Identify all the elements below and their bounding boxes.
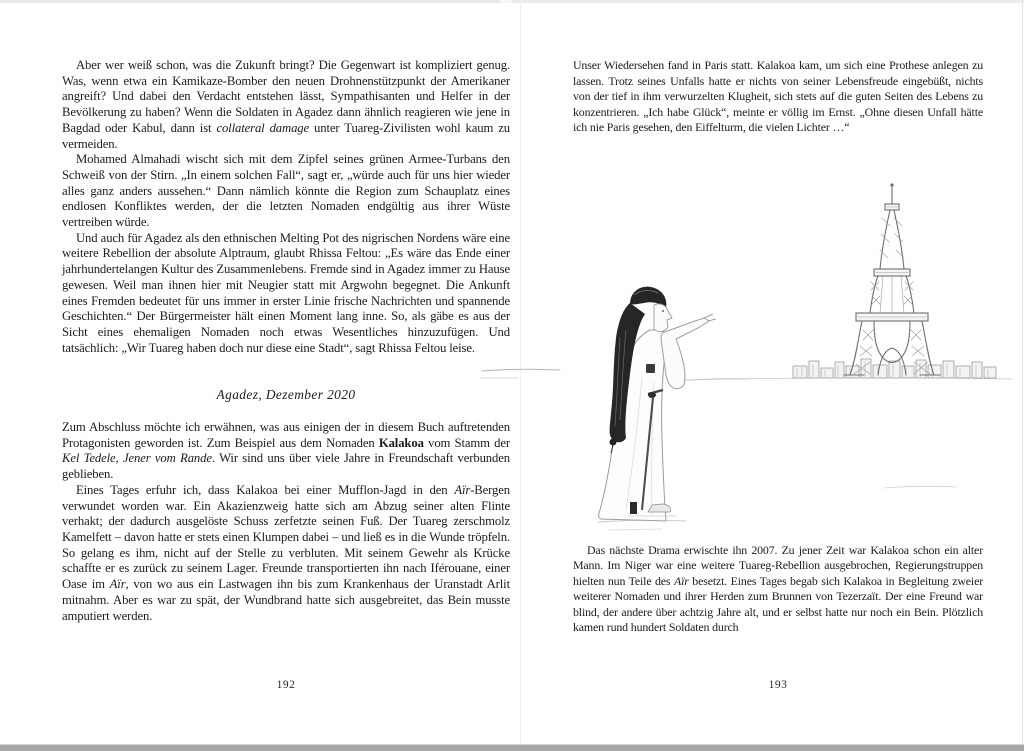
paragraph (62, 483, 510, 624)
italic-text-run: collateral damage (216, 120, 310, 135)
text-run: Und auch für Agadez als den ethnischen Melting Pot des nigrischen Nordens wäre eine weitere Rebellion der absolute Alptraum, glaubt Rhissa Feltou: „Es wäre das Ende einer jahrhundertelangen Kultur des Zusammenlebens. Fremde sind in Agadez immer zu Hause gewesen. Weil man ihnen hier mit Neugier statt mit Argwohn begegnet. Die Ankunft eines Fremden bedeutet für uns immer in erster Linie frische Nachrichten und spannende Geschichten.“ Der Bürgermeister hält einen Moment lang inne. So, als gäbe es aus der Sicht eines ehemaligen Nomaden noch etwas Wesentliches hinzuzufügen. Und tatsächlich: „Wir Tuareg haben doch nur diese eine Stadt“, sagt Rhissa Feltou leise. (62, 230, 510, 355)
text-run: Eines Tages erfuhr ich, dass Kalakoa bei einer Mufflon-Jagd in den (76, 482, 455, 497)
paragraph (62, 152, 510, 231)
page-number-left: 192 (276, 679, 296, 691)
text-run: Unser Wiedersehen fand in Paris statt. Kalakoa kam, um sich eine Prothese anlegen zu lassen. Trotz seines Unfalls hatte er nichts von seiner Lebensfreude eingebüßt, nichts von der tief in ihm verwurzelten Klugheit, sich stets auf die guten Seiten des Lebens zu konzentrieren. „Ich habe Glück“, meinte er völlig im Ernst. „Ohne diesen Unfall hätte ich nie Paris gesehen, den Eiffelturm, die vielen Lichter …“ (573, 58, 983, 134)
section-heading (62, 387, 510, 403)
illustration-tuareg-pointing-at-eiffel-tower (480, 178, 1024, 558)
text-run: Aber wer weiß schon, was die Zukunft bringt? Die Gegenwart ist kompliziert genug. Was, wenn etwa ein Kamikaze-Bomber den neuen Drohnenstützpunkt der Amerikaner angreift? Und dabei den Verdacht entstehen lässt, Sympathisanten und Helfer in der Bevölkerung zu haben? Wenn die Soldaten in Agadez dann ähnlich reagieren wie jene in Bagdad oder Kabul, dann ist (62, 58, 510, 135)
page-top-edge (0, 0, 1024, 3)
tuareg-figure-sketch (599, 287, 716, 521)
text-run: -Bergen verwundet worden war. Ein Akazienzweig hatte sich am Abzug seiner alten Flinte verhakt; der dadurch ausgelöste Schuss zerfetzte seinen Fuß. Der Tuareg zerschmolz Kamelfett – davon hatte er stets einen Klumpen dabei – und ließ es in die Wunde tröpfeln. So gelang es ihm, nicht auf der Stelle zu verbluten. Mit seinem Gewehr als Krücke schaffte er es zurück zu seinem Lager. Freunde transportierten ihn nach Iférouane, einer Oase im (62, 482, 510, 592)
text-run: besetzt. Eines Tages begab sich Kalakoa in Begleitung zweier weiterer Nomaden und ihrer Herden zum Brunnen von Tezerzaït. Der eine Freund war blind, der andere über achtzig Jahre alt, und er selbst hatte nur noch ein Bein. Plötzlich kamen rund hundert Soldaten durch (573, 573, 984, 634)
italic-text-run: Kel Tedele, Jener vom Rande (62, 451, 212, 466)
text-run: , von wo aus ein Lastwagen ihn bis zum Krankenhaus der Uranstadt Arlit mitnahm. Aber es war zu spät, der Wundbrand hatte sich ausgebreitet, das Bein musste amputiert werden. (62, 577, 510, 623)
paragraph (62, 231, 510, 357)
bold-text-run: Kalakoa (378, 435, 424, 450)
paragraph (62, 58, 510, 152)
window-bottom-edge (0, 744, 1024, 751)
eiffel-tower-sketch (844, 183, 940, 375)
text-run: Mohamed Almahadi wischt sich mit dem Zipfel seines grünen Armee-Turbans den Schweiß von der Stirn. „In einem solchen Fall“, sagt er, „würde auch für uns hier wieder alles ganz anders aussehen.“ Dann nämlich könnte die Region zum Schauplatz eines endlosen Konfliktes werden, der die letzten Nomaden endgültig aus ihrer Wüste vertreiben würde. (62, 152, 510, 230)
italic-text-run: Aïr (109, 577, 126, 592)
page-number-right: 193 (768, 679, 788, 691)
italic-text-run: Aïr (673, 573, 689, 588)
text-run: vom Stamm der (423, 435, 511, 450)
text-run: unter Tuareg-Zivilisten wohl kaum zu vermeiden. (62, 120, 510, 151)
paragraph (62, 420, 510, 483)
horizon-lines-sketch (480, 369, 1012, 530)
italic-text-run: Agadez, Dezember 2020 (216, 387, 356, 403)
text-run: Das nächste Drama erwischte ihn 2007. Zu jener Zeit war Kalakoa schon ein alter Mann. Im Niger war eine weitere Tuareg-Rebellion ausgebrochen, Regierungstruppen hielten nun Teile des (573, 542, 983, 588)
text-run: Zum Abschluss möchte ich erwähnen, was aus einigen der in diesem Buch auftretenden Protagonisten geworden ist. Zum Beispiel aus dem Nomaden (62, 420, 510, 450)
text-run: . Wir sind uns über viele Jahre in Freundschaft verbunden geblieben. (62, 451, 510, 482)
paragraph (573, 58, 983, 136)
italic-text-run: Aïr (454, 482, 471, 497)
page-left-text (62, 58, 510, 624)
